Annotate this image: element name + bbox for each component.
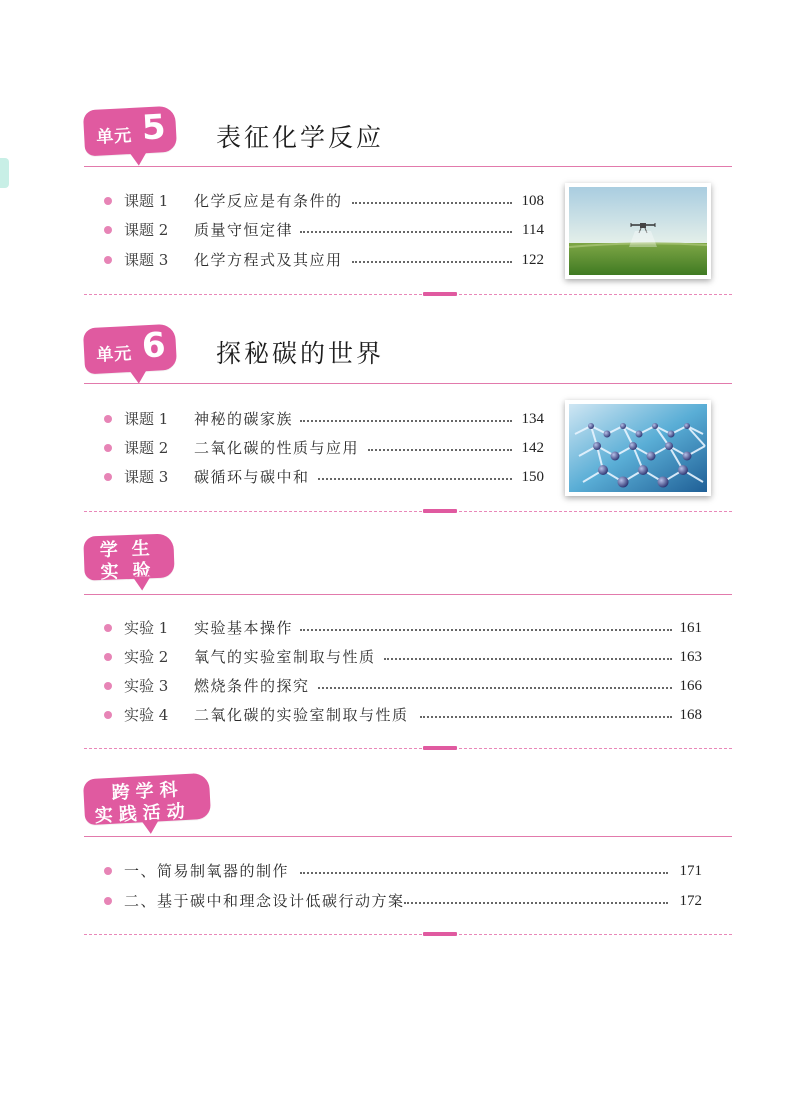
entry-label: 课题 3: [124, 468, 169, 486]
entry-title: 实验基本操作: [194, 619, 294, 637]
bullet-dot: [104, 867, 112, 875]
dot-leader: [300, 629, 672, 631]
dot-leader: [318, 478, 512, 480]
bullet-dot: [104, 653, 112, 661]
section-divider: [84, 383, 732, 384]
dot-leader: [368, 449, 512, 451]
bullet-dot: [104, 226, 112, 234]
badge-line-2: 实践活动: [94, 800, 192, 827]
section-end-divider: [84, 511, 732, 512]
section-divider: [84, 836, 732, 837]
student-experiment-badge: [83, 533, 174, 583]
badge-line-2: 实验: [100, 559, 165, 583]
page-number: 114: [522, 222, 544, 238]
badge-pointer: [141, 819, 160, 834]
entry-label: 课题 1: [124, 192, 169, 210]
dot-leader: [318, 687, 672, 689]
toc-entry[interactable]: [104, 675, 702, 697]
toc-entry[interactable]: [104, 466, 544, 488]
toc-entry[interactable]: [104, 890, 702, 912]
unit-6-title: 探秘碳的世界: [216, 339, 385, 368]
bullet-dot: [104, 897, 112, 905]
drone-farmland-illustration: [569, 187, 707, 275]
badge-line-1: 学生: [99, 537, 165, 562]
section-end-marker: [423, 932, 457, 936]
toc-entry[interactable]: [104, 408, 544, 430]
badge-pointer: [129, 369, 148, 384]
page-number: 122: [521, 252, 544, 268]
section-end-divider: [84, 748, 732, 749]
unit-5-badge: [83, 106, 177, 157]
entry-title: 二氧化碳的实验室制取与性质: [194, 706, 409, 724]
page-number: 163: [679, 649, 702, 665]
bullet-dot: [104, 444, 112, 452]
entry-title: 化学方程式及其应用: [194, 251, 343, 269]
dot-leader: [352, 202, 512, 204]
toc-entry[interactable]: [104, 249, 544, 271]
section-end-marker: [423, 746, 457, 750]
toc-entry[interactable]: [104, 617, 702, 639]
entry-label: 课题 2: [124, 221, 169, 239]
unit-badge-number: 6: [140, 325, 167, 367]
section-end-divider: [84, 294, 732, 295]
bullet-dot: [104, 256, 112, 264]
dot-leader: [300, 420, 512, 422]
section-end-marker: [423, 509, 457, 513]
bullet-dot: [104, 682, 112, 690]
dot-leader: [404, 902, 668, 904]
entry-label: 实验 1: [124, 619, 169, 637]
bullet-dot: [104, 711, 112, 719]
entry-label: 课题 1: [124, 410, 169, 428]
bullet-dot: [104, 473, 112, 481]
section-end-divider: [84, 934, 732, 935]
page-number: 150: [521, 469, 544, 485]
entry-label: 课题 2: [124, 439, 169, 457]
bullet-dot: [104, 624, 112, 632]
entry-label: 课题 3: [124, 251, 169, 269]
dot-leader: [352, 261, 512, 263]
entry-title: 碳循环与碳中和: [194, 468, 310, 486]
graphene-illustration: [569, 404, 707, 492]
entry-title: 二、基于碳中和理念设计低碳行动方案: [124, 892, 405, 910]
page-number: 168: [679, 707, 702, 723]
page-number: 171: [679, 863, 702, 879]
badge-line-1: 跨学科: [111, 779, 185, 804]
badge-pointer: [133, 576, 151, 591]
unit-5-title: 表征化学反应: [216, 123, 385, 152]
entry-title: 一、简易制氧器的制作: [124, 862, 290, 880]
dot-leader: [420, 716, 672, 718]
toc-entry[interactable]: [104, 437, 544, 459]
entry-title: 氧气的实验室制取与性质: [194, 648, 376, 666]
toc-entry[interactable]: [104, 190, 544, 212]
section-end-marker: [423, 292, 457, 296]
page-number: 166: [679, 678, 702, 694]
section-divider: [84, 166, 732, 167]
unit-6-photo: [565, 400, 711, 496]
bullet-dot: [104, 415, 112, 423]
entry-title: 燃烧条件的探究: [194, 677, 310, 695]
page-number: 142: [521, 440, 544, 456]
unit-6-badge: [83, 324, 177, 375]
unit-badge-number: 5: [140, 107, 167, 149]
toc-entry[interactable]: [104, 704, 702, 726]
side-page-tab: [0, 158, 9, 188]
section-divider: [84, 594, 732, 595]
cross-discipline-badge: [83, 773, 211, 826]
toc-entry[interactable]: [104, 860, 702, 882]
dot-leader: [300, 231, 512, 233]
unit-5-photo: [565, 183, 711, 279]
page-number: 108: [521, 193, 544, 209]
badge-pointer: [129, 151, 148, 166]
entry-title: 化学反应是有条件的: [194, 192, 343, 210]
toc-entry[interactable]: [104, 219, 544, 241]
unit-badge-label: 单元: [95, 343, 133, 366]
entry-title: 质量守恒定律: [194, 221, 294, 239]
entry-label: 实验 2: [124, 648, 169, 666]
page-number: 134: [521, 411, 544, 427]
entry-title: 二氧化碳的性质与应用: [194, 439, 360, 457]
unit-badge-label: 单元: [95, 125, 133, 148]
entry-label: 实验 4: [124, 706, 169, 724]
toc-entry[interactable]: [104, 646, 702, 668]
page-number: 172: [679, 893, 702, 909]
entry-label: 实验 3: [124, 677, 169, 695]
page-number: 161: [679, 620, 702, 636]
dot-leader: [300, 872, 668, 874]
entry-title: 神秘的碳家族: [194, 410, 294, 428]
bullet-dot: [104, 197, 112, 205]
dot-leader: [384, 658, 672, 660]
